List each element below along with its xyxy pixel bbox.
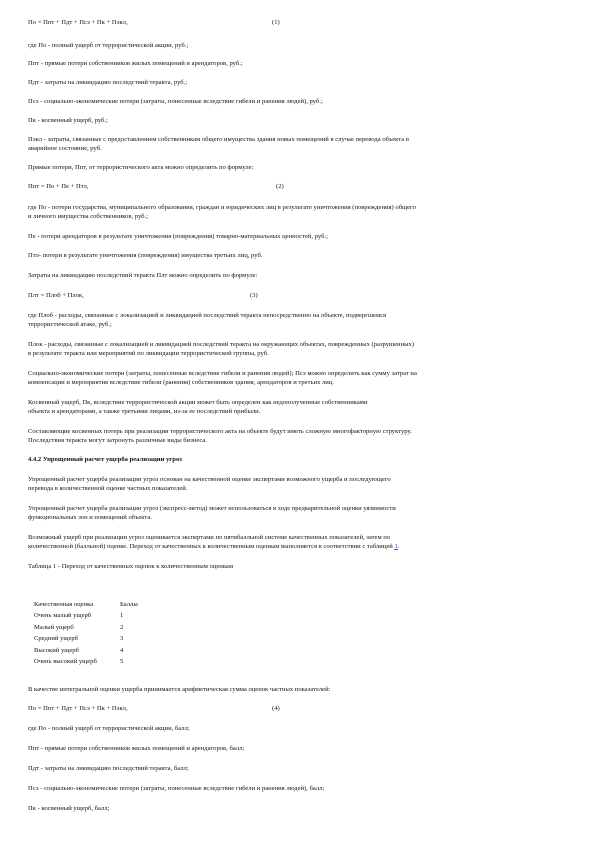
- paragraph-text: количественной (балльной) оценке. Переход от качественных к количественным оценкам выполняется в соответствии с таблицей: [28, 543, 395, 550]
- paragraph-line: террористической атаке, руб.;: [28, 321, 112, 328]
- paragraph-line: компенсации и мероприятия вследствие гибели (ранения) собственников здания, арендаторов и третьих лиц.: [28, 379, 334, 386]
- paragraph-line: Составляющие косвенных потерь при реализации террористического акта на объекте будут иметь сложную многофакторную структуру.: [28, 428, 412, 435]
- equation-2-number: (2): [276, 183, 284, 190]
- paragraph: Пдт - затраты на ликвидацию последствий теракта, руб.;: [28, 79, 188, 86]
- paragraph-line: где По - потери государства, муниципального образования, граждан и юридических лиц в результате уничтожения (повреждения) общего: [28, 204, 416, 211]
- table-reference-link[interactable]: 1: [394, 543, 398, 550]
- paragraph-line: Плок - расходы, связанные с локализацией и ликвидацией последствий теракта на окружающих объектах, поврежденных (разрушенных): [28, 341, 415, 348]
- paragraph: Затраты на ликвидацию последствий теракта Плт можно определить по формуле:: [28, 272, 258, 279]
- paragraph: Ппт - прямые потери собственников жилых помещений и арендаторов, балл;: [28, 745, 245, 752]
- table-cell: 1: [120, 612, 124, 620]
- paragraph: Прямые потери, Ппт, от террористического акта можно определить по формуле:: [28, 164, 254, 171]
- paragraph: Пе - потери арендаторов в результате уничтожения (повреждения) товарно-материальных ценностей, руб.;: [28, 233, 328, 240]
- section-heading: 4.4.2 Упрощенный расчет ущерба реализации угроз: [28, 456, 182, 463]
- table-row: [34, 634, 138, 645]
- table-cell: 3: [120, 635, 124, 643]
- table-header-row: [34, 600, 138, 611]
- paragraph-line: Пэкл - затраты, связанные с предоставлением собственникам общего имущества здания новых помещений в случае перевода объекта в: [28, 136, 409, 143]
- table-caption: Таблица 1 - Переход от качественных оценок к количественным оценкам: [28, 563, 234, 570]
- paragraph-line: где Плоб - расходы, связанные с локализацией и ликвидацией последствий теракта непосредственно на объекте, подвергшемся: [28, 312, 387, 319]
- paragraph: Псэ - социально-экономические потери (затраты, понесенные вследствие гибели и ранения людей), балл;: [28, 785, 325, 792]
- table-cell: 2: [120, 623, 124, 631]
- equation-1: Пo = Ппт + Пдт + Псэ + Пк + Пэкл,: [28, 19, 128, 26]
- table-cell: Очень высокий ущерб: [34, 657, 97, 665]
- paragraph-line: Упрощенный расчет ущерба реализации угроз основан на качественной оценке экспертами возможного ущерба и последующего: [28, 476, 391, 483]
- equation-4-number: (4): [272, 705, 280, 712]
- table-row: [34, 646, 138, 657]
- paragraph-line: перевода в количественной оценке частных показателей.: [28, 485, 188, 492]
- paragraph-text: .: [397, 543, 400, 550]
- paragraph-line: Последствия теракта могут затронуть различные виды бизнеса.: [28, 437, 207, 444]
- score-table: [34, 600, 138, 668]
- paragraph: Ппт - прямые потери собственников жилых помещений и арендаторов, руб.;: [28, 60, 243, 67]
- table-cell: Очень малый ущерб: [34, 612, 92, 620]
- table-row: [34, 611, 138, 622]
- table-row: [34, 623, 138, 634]
- table-cell: Малый ущерб: [34, 623, 74, 631]
- table-cell: Высокий ущерб: [34, 646, 79, 654]
- paragraph: Пк - косвенный ущерб, руб.;: [28, 117, 108, 124]
- paragraph: В качестве интегральной оценки ущерба принимается арифметическая сумма оценок частных показателей:: [28, 686, 331, 693]
- paragraph-line: Возможный ущерб при реализации угроз оценивается экспертами по пятибалльной системе качественных показателей, затем по: [28, 534, 391, 541]
- paragraph-line: объекта и арендаторами, а также третьими лицами, из-за ее последствий прибыли.: [28, 408, 261, 415]
- equation-2: Ппт = По + Пе + Птл,: [28, 183, 89, 190]
- table-header-cell: Баллы: [120, 601, 138, 608]
- paragraph: где Пo - полный ущерб от террористической акции, руб.;: [28, 42, 189, 49]
- paragraph-line: функциональных зон и помещений объекта.: [28, 514, 152, 521]
- paragraph-line: аварийное состояние, руб.: [28, 145, 102, 152]
- table-cell: 4: [120, 646, 124, 654]
- paragraph: Пдт - затраты на ликвидацию последствий теракта, балл;: [28, 765, 189, 772]
- paragraph-line: в результате теракта или мероприятий по ликвидации террористической группы, руб.: [28, 350, 269, 357]
- paragraph: Пк - косвенный ущерб, балл;: [28, 805, 110, 812]
- paragraph-line: Упрощенный расчет ущерба реализации угроз (экспресс-метод) может использоваться в ходе предварительной оценки уязвимости: [28, 505, 396, 512]
- equation-3-number: (3): [250, 292, 258, 299]
- table-header-cell: Качественная оценка: [34, 601, 94, 608]
- paragraph-line: и личного имущества собственников, руб.;: [28, 213, 149, 220]
- paragraph: Псэ - социально-экономические потери (затраты, понесенные вследствие гибели и ранения людей), руб.;: [28, 98, 323, 105]
- paragraph: Птл- потери в результате уничтожения (повреждения) имущества третьих лиц, руб.: [28, 252, 263, 259]
- table-cell: 5: [120, 657, 124, 665]
- paragraph: где По - полный ущерб от террористической акции, балл;: [28, 725, 190, 732]
- paragraph-line: Косвенный ущерб, Пк, вследствие террористической акции может быть определен как недополученные собственниками: [28, 399, 368, 406]
- paragraph-line: Социально-экономические потери (затраты, понесенные вследствие гибели и ранения людей); Псэ можно определить как сумму затрат на: [28, 370, 417, 377]
- table-row: [34, 657, 138, 668]
- equation-3: Плт = Плоб + Плок,: [28, 292, 84, 299]
- paragraph-line: [28, 542, 576, 551]
- table-cell: Средний ущерб: [34, 635, 79, 643]
- equation-1-number: (1): [272, 19, 280, 26]
- equation-4: По = Ппт + Пдт + Псэ + Пк + Пэкл,: [28, 705, 128, 712]
